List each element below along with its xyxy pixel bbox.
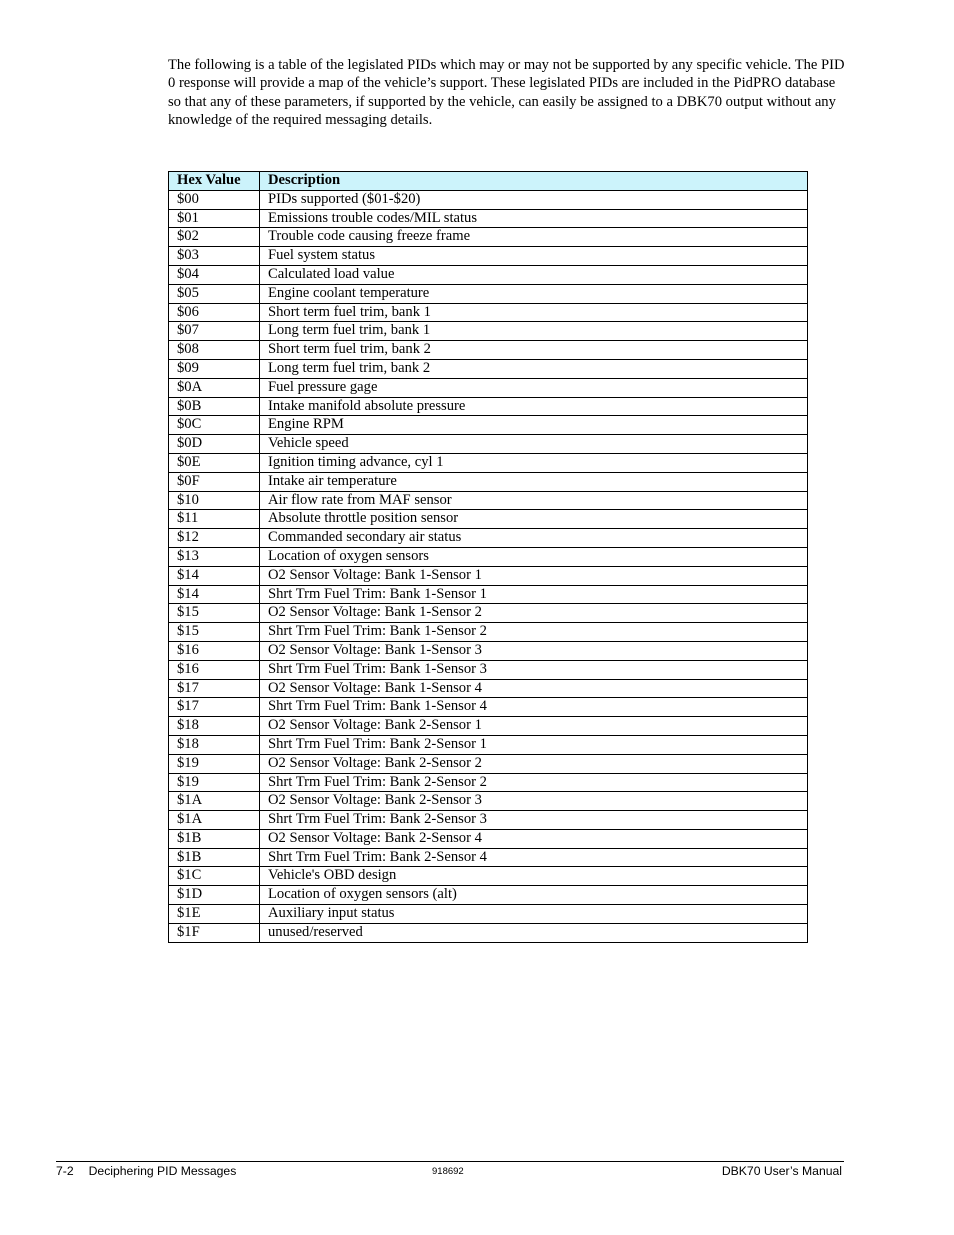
- table-row: [169, 566, 808, 585]
- table-row: [169, 867, 808, 886]
- hex-value-cell: $18: [169, 717, 260, 736]
- description-cell: O2 Sensor Voltage: Bank 2-Sensor 4: [260, 829, 808, 848]
- table-row: [169, 341, 808, 360]
- description-cell: Shrt Trm Fuel Trim: Bank 2-Sensor 2: [260, 773, 808, 792]
- hex-value-cell: $12: [169, 529, 260, 548]
- table-row: [169, 811, 808, 830]
- description-cell: O2 Sensor Voltage: Bank 1-Sensor 3: [260, 641, 808, 660]
- hex-value-cell: $0E: [169, 453, 260, 472]
- table-row: [169, 529, 808, 548]
- hex-value-cell: $05: [169, 284, 260, 303]
- hex-value-cell: $1B: [169, 829, 260, 848]
- table-row: [169, 623, 808, 642]
- hex-value-cell: $1D: [169, 886, 260, 905]
- table-row: [169, 660, 808, 679]
- hex-value-cell: $10: [169, 491, 260, 510]
- description-cell: Location of oxygen sensors (alt): [260, 886, 808, 905]
- hex-value-cell: $03: [169, 247, 260, 266]
- table-row: [169, 698, 808, 717]
- table-row: [169, 397, 808, 416]
- hex-value-cell: $0A: [169, 378, 260, 397]
- hex-value-cell: $18: [169, 735, 260, 754]
- table-row: [169, 265, 808, 284]
- table-row: [169, 735, 808, 754]
- page-footer: [56, 1161, 844, 1182]
- hex-value-cell: $04: [169, 265, 260, 284]
- description-cell: Fuel pressure gage: [260, 378, 808, 397]
- hex-value-cell: $00: [169, 190, 260, 209]
- hex-value-cell: $14: [169, 585, 260, 604]
- description-cell: Shrt Trm Fuel Trim: Bank 2-Sensor 4: [260, 848, 808, 867]
- description-cell: O2 Sensor Voltage: Bank 1-Sensor 1: [260, 566, 808, 585]
- hex-value-cell: $0D: [169, 435, 260, 454]
- table-row: [169, 510, 808, 529]
- table-row: [169, 905, 808, 924]
- footer-doc-number: 918692: [432, 1166, 464, 1177]
- table-row: [169, 416, 808, 435]
- table-row: [169, 209, 808, 228]
- table-row: [169, 679, 808, 698]
- description-cell: Ignition timing advance, cyl 1: [260, 453, 808, 472]
- table-row: [169, 792, 808, 811]
- table-row: [169, 359, 808, 378]
- footer-section: [56, 1164, 236, 1178]
- table-row: [169, 303, 808, 322]
- description-cell: Long term fuel trim, bank 2: [260, 359, 808, 378]
- hex-value-cell: $17: [169, 698, 260, 717]
- description-cell: O2 Sensor Voltage: Bank 2-Sensor 2: [260, 754, 808, 773]
- description-cell: O2 Sensor Voltage: Bank 2-Sensor 3: [260, 792, 808, 811]
- description-cell: Shrt Trm Fuel Trim: Bank 2-Sensor 3: [260, 811, 808, 830]
- table-row: [169, 604, 808, 623]
- description-cell: O2 Sensor Voltage: Bank 1-Sensor 2: [260, 604, 808, 623]
- description-cell: Auxiliary input status: [260, 905, 808, 924]
- description-cell: Shrt Trm Fuel Trim: Bank 1-Sensor 1: [260, 585, 808, 604]
- hex-value-cell: $07: [169, 322, 260, 341]
- header-description: Description: [260, 172, 808, 191]
- table-row: [169, 190, 808, 209]
- hex-value-cell: $19: [169, 754, 260, 773]
- hex-value-cell: $1E: [169, 905, 260, 924]
- hex-value-cell: $11: [169, 510, 260, 529]
- table-row: [169, 585, 808, 604]
- hex-value-cell: $15: [169, 623, 260, 642]
- table-row: [169, 453, 808, 472]
- table-header-row: [169, 172, 808, 191]
- description-cell: Location of oxygen sensors: [260, 547, 808, 566]
- hex-value-cell: $0F: [169, 472, 260, 491]
- description-cell: Fuel system status: [260, 247, 808, 266]
- description-cell: Intake air temperature: [260, 472, 808, 491]
- description-cell: PIDs supported ($01-$20): [260, 190, 808, 209]
- table-row: [169, 848, 808, 867]
- description-cell: Trouble code causing freeze frame: [260, 228, 808, 247]
- table-row: [169, 641, 808, 660]
- description-cell: Vehicle's OBD design: [260, 867, 808, 886]
- description-cell: Shrt Trm Fuel Trim: Bank 1-Sensor 3: [260, 660, 808, 679]
- table-row: [169, 228, 808, 247]
- hex-value-cell: $0B: [169, 397, 260, 416]
- description-cell: O2 Sensor Voltage: Bank 1-Sensor 4: [260, 679, 808, 698]
- hex-value-cell: $17: [169, 679, 260, 698]
- hex-value-cell: $13: [169, 547, 260, 566]
- hex-value-cell: $08: [169, 341, 260, 360]
- hex-value-cell: $16: [169, 660, 260, 679]
- hex-value-cell: $0C: [169, 416, 260, 435]
- table-row: [169, 717, 808, 736]
- description-cell: Calculated load value: [260, 265, 808, 284]
- pid-table: [168, 171, 808, 943]
- description-cell: Long term fuel trim, bank 1: [260, 322, 808, 341]
- hex-value-cell: $06: [169, 303, 260, 322]
- footer-section-number: 7-2: [56, 1164, 74, 1178]
- hex-value-cell: $01: [169, 209, 260, 228]
- table-row: [169, 322, 808, 341]
- table-row: [169, 472, 808, 491]
- table-row: [169, 886, 808, 905]
- hex-value-cell: $19: [169, 773, 260, 792]
- table-row: [169, 547, 808, 566]
- table-row: [169, 491, 808, 510]
- table-row: [169, 435, 808, 454]
- header-hex-value: Hex Value: [169, 172, 260, 191]
- description-cell: Absolute throttle position sensor: [260, 510, 808, 529]
- hex-value-cell: $16: [169, 641, 260, 660]
- hex-value-cell: $02: [169, 228, 260, 247]
- description-cell: Short term fuel trim, bank 2: [260, 341, 808, 360]
- intro-paragraph: The following is a table of the legislated PIDs which may or may not be supported by any specific vehicle. The PID 0 response will provide a map of the vehicle’s support. These legislated PIDs are included in the PidPRO database so that any of these parameters, if supported by the vehicle, can easily be assigned to a DBK70 output without any knowledge of the required messaging details.: [168, 57, 845, 129]
- hex-value-cell: $1B: [169, 848, 260, 867]
- hex-value-cell: $1A: [169, 792, 260, 811]
- description-cell: Vehicle speed: [260, 435, 808, 454]
- description-cell: Engine RPM: [260, 416, 808, 435]
- table-row: [169, 829, 808, 848]
- description-cell: Shrt Trm Fuel Trim: Bank 1-Sensor 4: [260, 698, 808, 717]
- table-row: [169, 754, 808, 773]
- description-cell: Commanded secondary air status: [260, 529, 808, 548]
- pid-table-body: [169, 190, 808, 942]
- table-row: [169, 923, 808, 942]
- table-row: [169, 247, 808, 266]
- description-cell: Shrt Trm Fuel Trim: Bank 1-Sensor 2: [260, 623, 808, 642]
- description-cell: Air flow rate from MAF sensor: [260, 491, 808, 510]
- description-cell: Shrt Trm Fuel Trim: Bank 2-Sensor 1: [260, 735, 808, 754]
- footer-section-title: Deciphering PID Messages: [88, 1164, 237, 1178]
- hex-value-cell: $14: [169, 566, 260, 585]
- footer-manual-title: DBK70 User’s Manual: [721, 1164, 842, 1178]
- description-cell: Engine coolant temperature: [260, 284, 808, 303]
- hex-value-cell: $1A: [169, 811, 260, 830]
- description-cell: O2 Sensor Voltage: Bank 2-Sensor 1: [260, 717, 808, 736]
- description-cell: Intake manifold absolute pressure: [260, 397, 808, 416]
- description-cell: unused/reserved: [260, 923, 808, 942]
- hex-value-cell: $09: [169, 359, 260, 378]
- hex-value-cell: $1C: [169, 867, 260, 886]
- description-cell: Short term fuel trim, bank 1: [260, 303, 808, 322]
- table-row: [169, 378, 808, 397]
- hex-value-cell: $1F: [169, 923, 260, 942]
- description-cell: Emissions trouble codes/MIL status: [260, 209, 808, 228]
- hex-value-cell: $15: [169, 604, 260, 623]
- table-row: [169, 284, 808, 303]
- table-row: [169, 773, 808, 792]
